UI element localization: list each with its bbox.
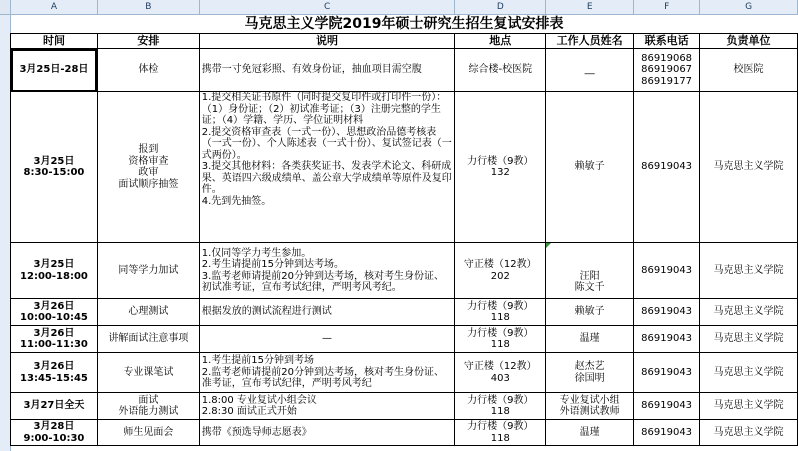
cell-description[interactable]: 根据发放的测试流程进行测试 xyxy=(199,299,455,326)
cell-phone[interactable]: 86919043 xyxy=(634,299,700,326)
column-header-bar xyxy=(0,0,798,15)
cell-staff[interactable]: 赵杰艺 徐国明 xyxy=(546,353,634,393)
cell-arrangement[interactable]: 讲解面试注意事项 xyxy=(97,326,199,353)
table-row xyxy=(11,326,798,353)
cell-unit[interactable]: 马克思主义学院 xyxy=(700,420,798,446)
cell-arrangement[interactable]: 师生见面会 xyxy=(97,420,199,446)
sheet-title[interactable]: 马克思主义学院2019年硕士研究生招生复试安排表 xyxy=(10,15,798,34)
cell-staff[interactable]: 赖敏子 xyxy=(546,299,634,326)
cell-description[interactable]: 1.仅同等学力考生参加。 2.考生请提前15分钟到达考场。 3.监考老师请提前20分钟到达考场，核对考生身份证、初试准考证，宣布考试纪律，严明考风考纪。 xyxy=(199,243,455,299)
header-arrangement[interactable]: 安排 xyxy=(97,34,199,49)
header-unit[interactable]: 负责单位 xyxy=(700,34,798,49)
schedule-table xyxy=(10,33,798,446)
cell-unit[interactable]: 马克思主义学院 xyxy=(700,299,798,326)
cell-time[interactable]: 3月26日 11:00-11:30 xyxy=(11,326,98,353)
cell-unit[interactable]: 马克思主义学院 xyxy=(700,243,798,299)
cell-unit[interactable]: 马克思主义学院 xyxy=(700,92,798,243)
cell-staff[interactable]: 温瑾 xyxy=(546,326,634,353)
cell-phone[interactable]: 86919043 xyxy=(634,353,700,393)
cell-arrangement[interactable]: 同等学力加试 xyxy=(97,243,199,299)
cell-description[interactable]: 1.考生提前15分钟到考场 2.监考老师请提前20分钟到达考场，核对考生身份证、准考证，宣布考试纪律，严明考风考纪 xyxy=(199,353,455,393)
cell-location[interactable]: 力行楼（9教） 118 xyxy=(455,420,546,446)
cell-location[interactable]: 力行楼（9教） 118 xyxy=(455,326,546,353)
cell-phone[interactable]: 86919043 xyxy=(634,393,700,420)
header-description[interactable]: 说明 xyxy=(199,34,455,49)
cell-staff[interactable] xyxy=(546,243,634,299)
table-row xyxy=(11,92,798,243)
cell-description[interactable]: 携带一寸免冠彩照、有效身份证，抽血项目需空腹 xyxy=(199,49,455,92)
cell-staff-text: 汪阳 陈文千 xyxy=(574,270,605,293)
column-header-d[interactable]: D xyxy=(455,0,546,14)
cell-phone[interactable]: 86919043 xyxy=(634,420,700,446)
cell-description[interactable]: 携带《预选导师志愿表》 xyxy=(199,420,455,446)
cell-staff[interactable]: __ xyxy=(546,49,634,92)
column-header-a[interactable]: A xyxy=(11,0,98,14)
cell-phone[interactable]: 86919043 xyxy=(634,326,700,353)
table-row xyxy=(11,393,798,420)
header-phone[interactable]: 联系电话 xyxy=(634,34,700,49)
cell-location[interactable]: 守正楼（12教） 403 xyxy=(455,353,546,393)
table-row xyxy=(11,243,798,299)
cell-unit[interactable]: 马克思主义学院 xyxy=(700,353,798,393)
cell-time[interactable]: 3月25日-28日 xyxy=(11,49,98,92)
select-all-corner[interactable] xyxy=(0,0,11,14)
cell-location[interactable]: 综合楼-校医院 xyxy=(455,49,546,92)
cell-time[interactable]: 3月25日 12:00-18:00 xyxy=(11,243,98,299)
cell-staff[interactable]: 赖敏子 xyxy=(546,92,634,243)
cell-time[interactable]: 3月26日 10:00-10:45 xyxy=(11,299,98,326)
cell-time[interactable]: 3月26日 13:45-15:45 xyxy=(11,353,98,393)
cell-arrangement[interactable]: 体检 xyxy=(97,49,199,92)
cell-arrangement[interactable]: 面试 外语能力测试 xyxy=(97,393,199,420)
column-header-c[interactable]: C xyxy=(200,0,456,14)
cell-phone[interactable]: 86919043 xyxy=(634,243,700,299)
table-row xyxy=(11,49,798,92)
column-header-g[interactable]: G xyxy=(700,0,798,14)
table-row xyxy=(11,299,798,326)
table-row xyxy=(11,353,798,393)
cell-phone[interactable]: 86919043 xyxy=(634,92,700,243)
cell-unit[interactable]: 校医院 xyxy=(700,49,798,92)
header-time[interactable]: 时间 xyxy=(11,34,98,49)
cell-time[interactable]: 3月28日 9:00-10:30 xyxy=(11,420,98,446)
column-header-e[interactable]: E xyxy=(546,0,634,14)
cell-arrangement[interactable]: 专业课笔试 xyxy=(97,353,199,393)
cell-arrangement[interactable]: 心理测试 xyxy=(97,299,199,326)
cell-staff[interactable]: 温瑾 xyxy=(546,420,634,446)
cell-unit[interactable]: 马克思主义学院 xyxy=(700,326,798,353)
cell-staff[interactable]: 专业复试小组 外语测试教师 xyxy=(546,393,634,420)
column-header-f[interactable]: F xyxy=(634,0,700,14)
cell-location[interactable]: 守正楼（12教） 202 xyxy=(455,243,546,299)
header-staff[interactable]: 工作人员姓名 xyxy=(546,34,634,49)
cell-time[interactable]: 3月25日 8:30-15:00 xyxy=(11,92,98,243)
column-header-b[interactable]: B xyxy=(98,0,200,14)
cell-time[interactable]: 3月27日全天 xyxy=(11,393,98,420)
comment-indicator-icon xyxy=(546,243,551,248)
cell-description[interactable]: 1.8:00 专业复试小组会议 2.8:30 面试正式开始 xyxy=(199,393,455,420)
cell-arrangement[interactable]: 报到 资格审查 政审 面试顺序抽签 xyxy=(97,92,199,243)
cell-location[interactable]: 力行楼（9教） 118 xyxy=(455,299,546,326)
cell-phone[interactable]: 86919068 86919067 86919177 xyxy=(634,49,700,92)
cell-location[interactable]: 力行楼（9教） 132 xyxy=(455,92,546,243)
cell-location[interactable]: 力行楼（9教） 118 xyxy=(455,393,546,420)
cell-description[interactable]: — xyxy=(199,326,455,353)
cell-unit[interactable]: 马克思主义学院 xyxy=(700,393,798,420)
header-location[interactable]: 地点 xyxy=(455,34,546,49)
table-row xyxy=(11,420,798,446)
cell-description[interactable]: 1.提交相关证书原件（同时提交复印件或打印件一份）： （1）身份证；（2）初试准考证；（3）注册完整的学生证；（4）学籍、学历、学位证明材料 2.提交资格审查表（一式一份）、思想政治品德考核表（一式一份）、个人陈述表（一式十份）、复试签记表（一式两份）。 3.提交其他材料：各类获奖证书、发表学术论文、科研成果、英语四六级成绩单、盖公章大学成绩单等原件及复印件。 4.先到先抽签。 xyxy=(199,92,455,243)
header-row xyxy=(11,34,798,49)
